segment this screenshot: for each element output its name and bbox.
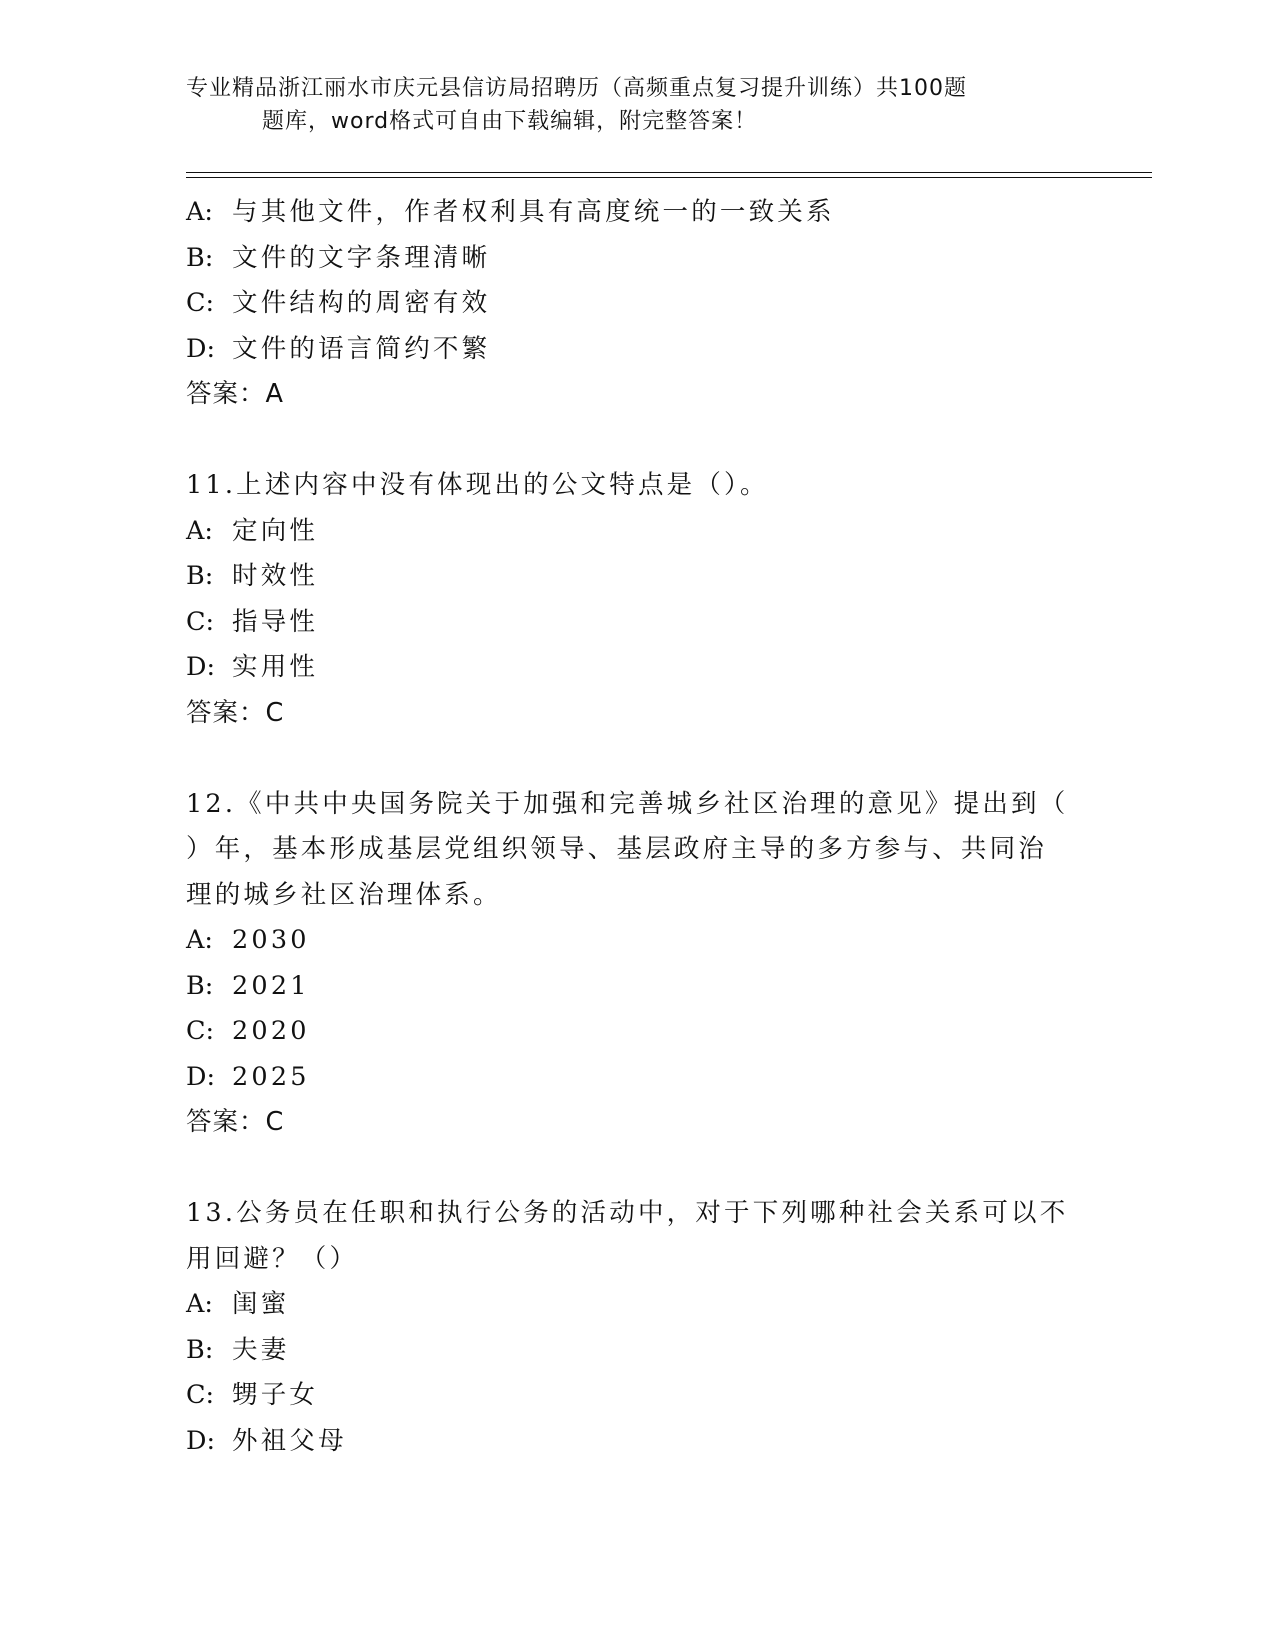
option-text: 定向性: [232, 515, 319, 546]
option-c: [186, 1373, 1086, 1419]
question-stem: 12.《中共中央国务院关于加强和完善城乡社区治理的意见》提出到（: [186, 788, 1069, 819]
option-b: [186, 1328, 1086, 1374]
option-letter: B:: [186, 970, 214, 1001]
option-b: [186, 554, 1086, 600]
option-letter: D:: [186, 1425, 216, 1456]
document-header: [186, 72, 1056, 138]
option-text: 文件的文字条理清晰: [232, 242, 491, 273]
option-d: [186, 1419, 1086, 1465]
option-text: 闺蜜: [232, 1289, 290, 1319]
header-title-line-2: 题库，word格式可自由下载编辑，附完整答案！: [262, 109, 758, 134]
question-13: [186, 1191, 1086, 1464]
option-letter: A:: [186, 515, 214, 546]
header-title-line-1: 专业精品浙江丽水市庆元县信访局招聘历（高频重点复习提升训练）共100题: [186, 76, 967, 101]
option-text: 实用性: [232, 652, 319, 682]
option-letter: A:: [186, 925, 214, 955]
spacer: [186, 418, 1086, 464]
option-a: [186, 918, 1086, 964]
option-d: [186, 645, 1086, 691]
option-text: 时效性: [232, 561, 319, 591]
question-stem: 11.上述内容中没有体现出的公文特点是（）。: [186, 470, 769, 500]
option-c: [186, 1009, 1086, 1055]
option-c: [186, 281, 1086, 327]
question-stem: 理的城乡社区治理体系。: [186, 879, 502, 910]
question-list: [186, 190, 1086, 1464]
question-stem: ）年，基本形成基层党组织领导、基层政府主导的多方参与、共同治: [186, 834, 1048, 864]
option-letter: B:: [186, 1334, 214, 1365]
option-text: 文件结构的周密有效: [232, 288, 491, 318]
question-10-continued: [186, 190, 1086, 418]
option-letter: B:: [186, 561, 214, 591]
answer-line: 答案：C: [186, 1107, 285, 1137]
option-text: 2021: [232, 970, 310, 1001]
option-text: 文件的语言简约不繁: [232, 333, 491, 364]
option-letter: B:: [186, 242, 214, 273]
option-d: [186, 1055, 1086, 1101]
header-divider-bottom: [186, 177, 1152, 178]
question-12: [186, 782, 1086, 1146]
question-11: [186, 463, 1086, 736]
question-stem: 13.公务员在任职和执行公务的活动中，对于下列哪种社会关系可以不: [186, 1198, 1069, 1228]
spacer: [186, 736, 1086, 782]
option-text: 指导性: [232, 606, 319, 637]
option-a: [186, 509, 1086, 555]
option-letter: D:: [186, 333, 216, 364]
spacer: [186, 1146, 1086, 1192]
option-text: 甥子女: [232, 1380, 319, 1410]
option-text: 2020: [232, 1016, 310, 1046]
option-letter: C:: [186, 1380, 215, 1410]
option-text: 外祖父母: [232, 1425, 347, 1456]
option-d: [186, 327, 1086, 373]
option-letter: A:: [186, 197, 214, 227]
option-letter: D:: [186, 652, 216, 682]
option-b: [186, 964, 1086, 1010]
option-b: [186, 236, 1086, 282]
option-letter: C:: [186, 606, 215, 637]
option-letter: D:: [186, 1061, 216, 1092]
option-text: 与其他文件，作者权利具有高度统一的一致关系: [232, 197, 835, 227]
option-a: [186, 190, 1086, 236]
answer-line: 答案：A: [186, 379, 284, 409]
option-c: [186, 600, 1086, 646]
option-letter: C:: [186, 288, 215, 318]
header-divider-top: [186, 172, 1152, 173]
option-letter: A:: [186, 1289, 214, 1319]
option-letter: C:: [186, 1016, 215, 1046]
answer-line: 答案：C: [186, 697, 285, 728]
option-text: 夫妻: [232, 1334, 290, 1365]
option-text: 2025: [232, 1061, 310, 1092]
option-a: [186, 1282, 1086, 1328]
question-stem: 用回避？（）: [186, 1243, 359, 1274]
option-text: 2030: [232, 925, 310, 955]
